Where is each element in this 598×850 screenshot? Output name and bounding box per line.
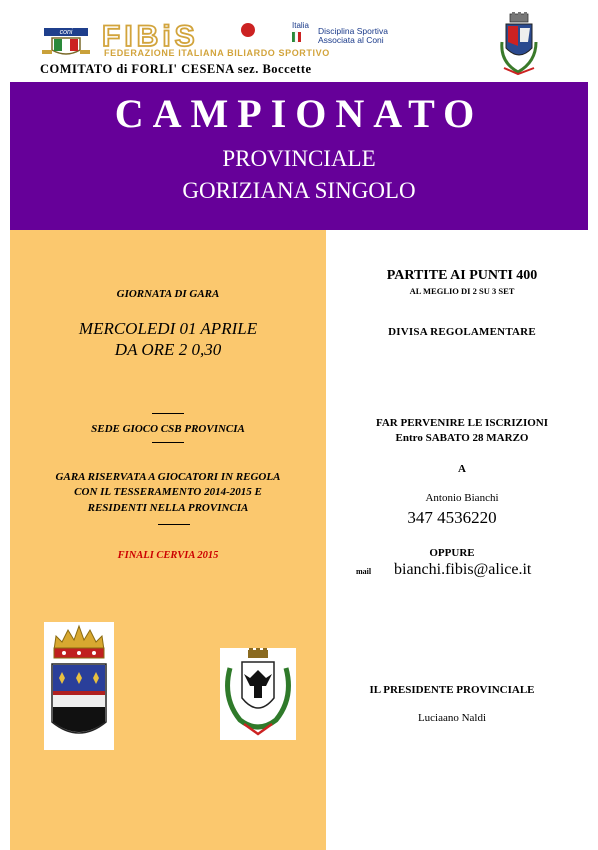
match-points: PARTITE AI PUNTI 400 <box>386 268 538 283</box>
header <box>0 0 598 82</box>
banner-subtitle-2: GORIZIANA SINGOLO <box>182 178 416 203</box>
svg-text:FIBiS: FIBiS <box>102 22 199 53</box>
disciplina-line1: Disciplina Sportiva <box>318 26 388 36</box>
forli-crest-icon <box>44 622 114 750</box>
separator <box>152 442 184 443</box>
president-title: IL PRESIDENTE PROVINCIALE <box>369 684 535 696</box>
mail-label: mail <box>356 567 372 576</box>
italia-label: Italia <box>292 21 309 30</box>
or-label: OPPURE <box>429 547 475 559</box>
committee-title: COMITATO di FORLI' CESENA sez. Boccette <box>40 62 312 76</box>
contact-phone: 347 4536220 <box>407 508 497 527</box>
registration-deadline: Entro SABATO 28 MARZO <box>395 432 529 444</box>
registration-label: FAR PERVENIRE LE ISCRIZIONI <box>375 417 549 429</box>
restriction-line3: RESIDENTI NELLA PROVINCIA <box>87 502 249 514</box>
contact-name: Antonio Bianchi <box>425 492 499 504</box>
to-label: A <box>458 463 466 475</box>
giornata-label: GIORNATA DI GARA <box>116 288 220 300</box>
restriction-line1: GARA RISERVATA A GIOCATORI IN REGOLA <box>55 471 281 483</box>
banner-title: CAMPIONATO <box>114 91 484 136</box>
event-date: MERCOLEDI 01 APRILE <box>78 319 258 338</box>
president-name: Luciaano Naldi <box>417 712 487 724</box>
venue: SEDE GIOCO CSB PROVINCIA <box>91 423 245 435</box>
cesena-crest-icon <box>220 648 296 740</box>
restriction-line2: CON IL TESSERAMENTO 2014-2015 E <box>74 486 262 498</box>
disciplina-line2: Associata al Coni <box>318 35 384 45</box>
uniform-note: DIVISA REGOLAMENTARE <box>388 326 536 338</box>
event-time: DA ORE 2 0,30 <box>114 340 222 359</box>
finals-note: FINALI CERVIA 2015 <box>117 550 219 561</box>
best-of-sets: AL MEGLIO DI 2 SU 3 SET <box>409 286 515 296</box>
separator <box>158 524 190 525</box>
coni-text-mark <box>52 26 80 36</box>
fibis-subtitle: FEDERAZIONE ITALIANA BILIARDO SPORTIVO <box>104 48 330 58</box>
separator <box>152 413 184 414</box>
contact-email[interactable]: bianchi.fibis@alice.it <box>394 561 532 578</box>
banner-subtitle-1: PROVINCIALE <box>222 146 376 171</box>
disciplina-label <box>318 27 388 45</box>
province-crest-icon <box>498 12 540 78</box>
svg-text:coni: coni <box>59 29 73 36</box>
